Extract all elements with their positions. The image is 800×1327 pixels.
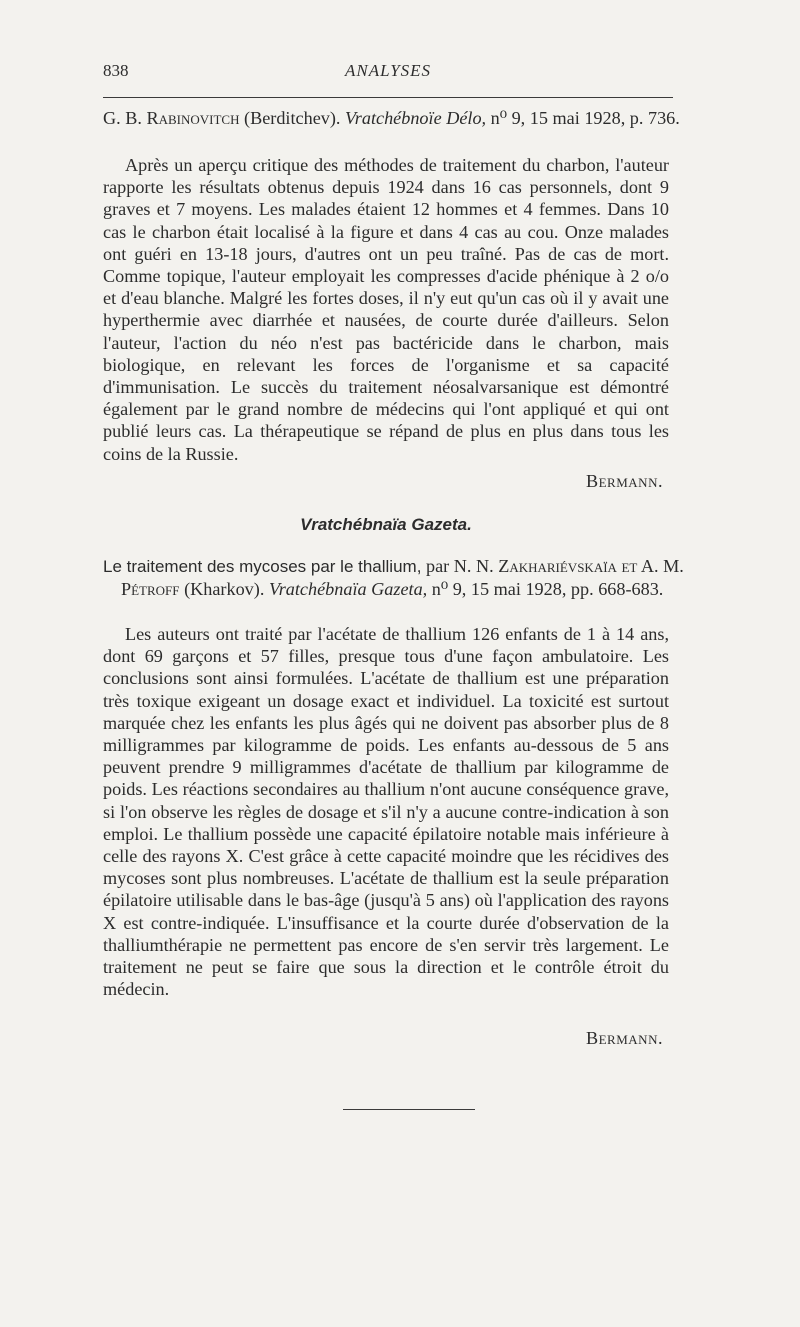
article1-author: Rabinovitch <box>146 108 240 128</box>
closing-rule <box>343 1109 475 1110</box>
article1-author-initials: G. B. <box>103 108 142 128</box>
article2-body: Les auteurs ont traité par l'acétate de thallium 126 enfants de 1 à 14 ans, dont 69 garçons et 57 filles, presque tous d'une façon ambulatoire. Les conclusions sont ainsi formulées. L'acétate de thallium est une préparation très toxique exigeant un dosage exact et individuel. La toxicité est surtout marquée chez les enfants les plus âgés qui ne doivent pas absorber plus de 8 milligrammes par kilogramme de poids. Les enfants au-dessous de 5 ans peuvent prendre 9 milligrammes d'acétate de thallium par kilogramme de poids. Les réactions secondaires au thallium n'ont aucune conséquence grave, si l'on observe les règles de dosage et s'il n'y a aucune contre-indication à son emploi. Le thallium possède une capacité épilatoire notable mais inférieure à celle des rayons X. C'est grâce à cette capacité moindre que les récidives des mycoses sont plus nombreuses. L'acétate de thallium est la seule préparation épilatoire utilisable dans le bas-âge (jusqu'à 5 ans) où l'application des rayons X est contre-indiquée. L'insuffisance et la courte durée d'observation de la thalliumthérapie ne permettent pas encore de s'en servir très largement. Le traitement ne peut se faire que sous la direction et le contrôle étroit du médecin. <box>103 624 669 1000</box>
page-header <box>103 61 673 85</box>
article1-reference <box>103 107 687 129</box>
article2-details: n⁰ 9, 15 mai 1928, pp. 668-683. <box>431 579 664 600</box>
header-rule <box>103 97 673 98</box>
article2-authors: N. N. Zakhariévskaïa et A. M. Pétroff <box>121 556 684 600</box>
article2-reference <box>103 555 687 600</box>
section-heading: Vratchébnaïa Gazeta. <box>300 515 472 534</box>
article1-signature: Bermann. <box>585 471 663 491</box>
page-number: 838 <box>103 61 129 80</box>
article2-journal: Vratchébnaïa Gazeta, <box>268 579 428 600</box>
article1-location: (Berditchev). <box>244 108 341 128</box>
article1-body: Après un aperçu critique des méthodes de traitement du charbon, l'auteur rapporte les résultats obtenus depuis 1924 dans 16 cas personnels, dont 9 graves et 7 moyens. Les malades étaient 12 hommes et 4 femmes. Dans 10 cas le charbon était localisé à la figure et dans 4 cas au cou. Onze malades ont guéri en 13-18 jours, d'autres ont un peu traîné. Pas de cas de mort. Comme topique, l'auteur employait les compresses d'acide phénique à 2 o/o et d'eau blanche. Malgré les fortes doses, il n'y eut qu'un cas où il y avait une hyperthermie avec diarrhée et nausées, de courte durée d'ailleurs. Selon l'auteur, l'action du néo n'est pas bactéricide dans le charbon, mais biologique, en relevant les forces de l'organisme et sa capacité d'immunisation. Le succès du traitement néosalvarsanique est démontré également par le grand nombre de médecins qui l'ont appliqué et qui ont publié leurs cas. La thérapeutique se répand de plus en plus dans tous les coins de la Russie. <box>103 155 669 464</box>
article2-by: par <box>425 556 450 576</box>
running-title: ANALYSES <box>344 61 432 80</box>
article1-journal: Vratchébnoïe Délo, <box>345 108 487 128</box>
article1-details: n⁰ 9, 15 mai 1928, p. 736. <box>490 108 680 128</box>
article2-signature: Bermann. <box>585 1028 663 1048</box>
article2-location: (Kharkov). <box>184 579 265 600</box>
article2-title: Le traitement des mycoses par le thallium, <box>103 557 422 576</box>
